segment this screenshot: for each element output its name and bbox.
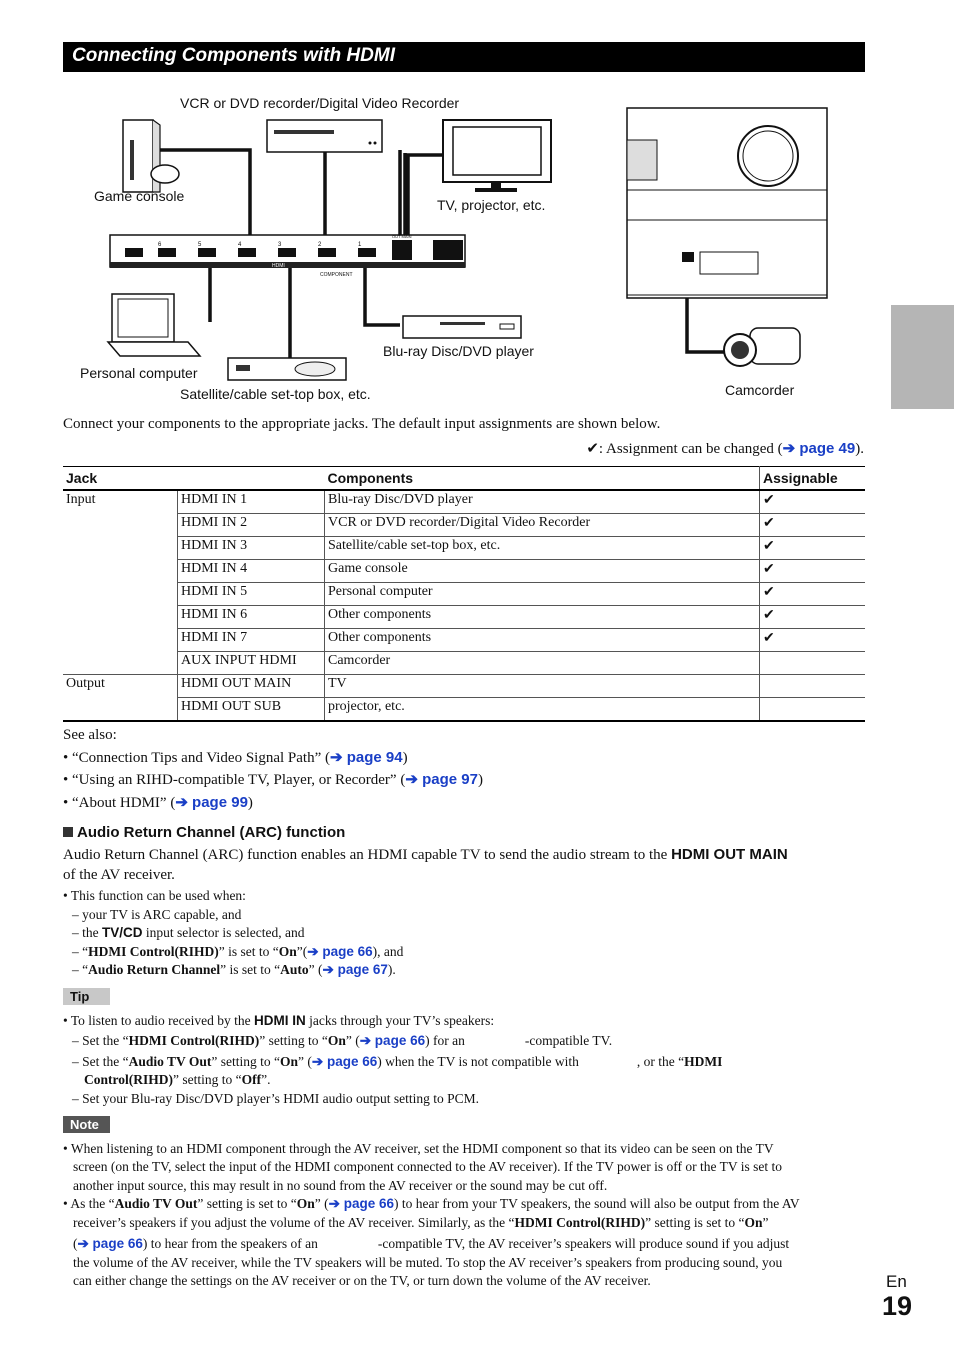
see-also-link[interactable]: ➔ page 94	[329, 749, 403, 766]
tip-b1b: HDMI IN	[253, 1013, 306, 1028]
tip-s1b: HDMI Control(RIHD)	[128, 1033, 260, 1048]
arc-para2: of the AV receiver.	[63, 867, 175, 883]
tip-s2f: ) when the TV is not compatible with	[377, 1054, 579, 1069]
cell-component: Personal computer	[325, 583, 760, 606]
cell-jack: HDMI IN 5	[178, 583, 325, 606]
arc-para1-bold: HDMI OUT MAIN	[671, 846, 788, 863]
game-console-icon	[123, 120, 179, 192]
cell-assignable	[760, 652, 866, 675]
see-also-end: )	[402, 750, 408, 766]
cell-jack: HDMI IN 3	[178, 537, 325, 560]
tip-s2g: , or the “	[636, 1054, 685, 1069]
arc-l3b: HDMI Control(RIHD)	[88, 944, 219, 959]
cell-group	[63, 606, 178, 629]
cell-jack: HDMI IN 6	[178, 606, 325, 629]
panel-port-label: 5	[198, 242, 202, 248]
cell-component: TV	[325, 675, 760, 698]
cable-bluray	[365, 268, 400, 325]
cell-assignable: ✔	[760, 537, 866, 560]
assign-link[interactable]: ➔ page 49	[782, 440, 856, 457]
label-vcr: VCR or DVD recorder/Digital Video Recorder	[180, 95, 460, 111]
see-also-item	[63, 748, 408, 767]
table-row	[63, 698, 865, 722]
panel-port-label: 3	[278, 242, 282, 248]
cell-group	[63, 698, 178, 722]
camcorder-icon	[724, 328, 800, 366]
note-line	[63, 1196, 800, 1212]
cell-assignable	[760, 675, 866, 698]
note-n2l2c: ” setting is set to “	[645, 1215, 745, 1230]
tip-label: Tip	[63, 988, 110, 1005]
tip-s2k: Off	[241, 1072, 262, 1087]
tip-line1	[72, 1033, 612, 1049]
table-row	[63, 606, 865, 629]
tip-s2l: ”.	[261, 1072, 271, 1087]
cell-assignable	[760, 698, 866, 722]
cell-group	[63, 583, 178, 606]
cell-group: Input	[63, 490, 178, 514]
arc-line4	[72, 962, 396, 978]
cell-component: Blu-ray Disc/DVD player	[325, 490, 760, 514]
tip-s2d: On	[280, 1054, 299, 1069]
arc-l4e: ” (	[308, 962, 323, 977]
tip-line2	[72, 1054, 722, 1070]
arc-l2b: TV/CD	[102, 925, 143, 940]
note-n2l3b: ) to hear from the speakers of an	[142, 1236, 318, 1251]
panel-component-text: COMPONENT	[320, 272, 353, 278]
header-assignable: Assignable	[760, 467, 866, 491]
tip-s1d: On	[327, 1033, 346, 1048]
cell-group	[63, 652, 178, 675]
arc-l3a: – “	[72, 944, 89, 959]
see-also-label: See also:	[63, 727, 117, 743]
assign-prefix: ✔: Assignment can be changed (	[586, 441, 783, 457]
cell-assignable: ✔	[760, 629, 866, 652]
cell-jack: HDMI IN 2	[178, 514, 325, 537]
arc-line1: – your TV is ARC capable, and	[72, 907, 242, 922]
receiver-front-panel	[627, 108, 827, 298]
cell-component: projector, etc.	[325, 698, 760, 722]
table-row	[63, 537, 865, 560]
cell-assignable: ✔	[760, 583, 866, 606]
arc-l4a: – “	[72, 962, 89, 977]
note-n2a: • As the “	[63, 1196, 115, 1211]
arc-l3-link[interactable]: ➔ page 66	[307, 944, 373, 959]
tip-s1-link[interactable]: ➔ page 66	[359, 1033, 426, 1048]
note-n2b: Audio TV Out	[114, 1196, 198, 1211]
arc-l3e: ”(	[296, 944, 308, 959]
tip-s1e: ” (	[345, 1033, 360, 1048]
cell-assignable: ✔	[760, 490, 866, 514]
note-n2l2d: On	[744, 1215, 763, 1230]
cell-component: Other components	[325, 606, 760, 629]
table-row	[63, 490, 865, 514]
tip-line2b	[84, 1072, 270, 1088]
note-line	[73, 1236, 789, 1252]
label-tv: TV, projector, etc.	[437, 197, 546, 213]
cell-jack: HDMI OUT SUB	[178, 698, 325, 722]
cell-jack: HDMI OUT MAIN	[178, 675, 325, 698]
tip-s1g: -compatible TV.	[524, 1033, 613, 1048]
cell-jack: AUX INPUT HDMI	[178, 652, 325, 675]
see-also-text: • “Using an RIHD-compatible TV, Player, or Recorder” (	[63, 772, 406, 788]
arc-para1-text: Audio Return Channel (ARC) function enables an HDMI capable TV to send the audio stream to the	[63, 847, 668, 863]
see-also-text: • “About HDMI” (	[63, 795, 176, 811]
tip-s1f: ) for an	[425, 1033, 465, 1048]
arc-line3	[72, 944, 403, 960]
table-row	[63, 583, 865, 606]
cell-group	[63, 629, 178, 652]
arc-l4-link[interactable]: ➔ page 67	[322, 962, 388, 977]
arc-l4b: Audio Return Channel	[88, 962, 221, 977]
vcr-icon	[267, 120, 382, 152]
cell-assignable: ✔	[760, 606, 866, 629]
note-n2l3c: -compatible TV, the AV receiver’s speakers will produce sound if you adjust	[377, 1236, 790, 1251]
note-n2l3-link[interactable]: ➔ page 66	[77, 1236, 143, 1251]
assignment-table	[63, 466, 865, 722]
arc-l2a: – the	[72, 925, 99, 940]
note-n2l3a: (	[73, 1236, 78, 1251]
tip-line3: – Set your Blu-ray Disc/DVD player’s HDMI audio output setting to PCM.	[72, 1091, 479, 1106]
note-line: can either change the settings on the AV receiver or on the TV, or turn down the volume of the AV receiver.	[73, 1273, 651, 1288]
tip-s2h: HDMI	[684, 1054, 723, 1069]
arc-l2c: input selector is selected, and	[145, 925, 305, 940]
note-line	[73, 1215, 769, 1231]
see-also-link[interactable]: ➔ page 99	[175, 794, 248, 811]
bluray-player-icon	[403, 316, 521, 338]
panel-port-label: 4	[238, 242, 242, 248]
page-title: Connecting Components with HDMI	[72, 45, 395, 66]
table-row	[63, 652, 865, 675]
cell-component: Camcorder	[325, 652, 760, 675]
satellite-box-icon	[228, 358, 346, 380]
panel-port-label: 2	[318, 242, 322, 248]
square-bullet-icon	[63, 827, 73, 837]
cell-jack: HDMI IN 1	[178, 490, 325, 514]
see-also-item	[63, 793, 253, 812]
table-row	[63, 560, 865, 583]
note-n2l2a: receiver’s speakers if you adjust the volume of the AV receiver. Similarly, as the “	[73, 1215, 515, 1230]
tip-s2a: – Set the “	[72, 1054, 129, 1069]
tip-s1c: ” setting to “	[259, 1033, 328, 1048]
hdmi-connection-diagram	[60, 90, 870, 410]
panel-hdmi-text: HDMI	[272, 263, 285, 269]
note-n2d: On	[296, 1196, 315, 1211]
cell-group	[63, 514, 178, 537]
panel-out-main-text: OUT MAIN	[392, 234, 412, 239]
tip-b1c: jacks through your TV’s speakers:	[309, 1013, 495, 1028]
header-jack: Jack	[63, 467, 325, 491]
cell-component: Satellite/cable set-top box, etc.	[325, 537, 760, 560]
note-n2l2e: ”	[762, 1215, 769, 1230]
tip-bullet	[63, 1013, 494, 1029]
see-also-text: • “Connection Tips and Video Signal Path” (	[63, 750, 330, 766]
tip-s1a: – Set the “	[72, 1033, 129, 1048]
tip-s2i: Control(RIHD)	[84, 1072, 173, 1087]
note-n2f: ) to hear from your TV speakers, the sound will also be output from the AV	[394, 1196, 800, 1211]
assign-note	[586, 439, 864, 458]
side-tab	[891, 305, 954, 409]
table-row	[63, 675, 865, 698]
table-row	[63, 629, 865, 652]
cell-assignable: ✔	[760, 560, 866, 583]
note-n2l2b: HDMI Control(RIHD)	[514, 1215, 646, 1230]
arc-l4d: Auto	[280, 962, 309, 977]
cell-group	[63, 560, 178, 583]
arc-heading-text: Audio Return Channel (ARC) function	[77, 824, 346, 841]
arc-l3f: ), and	[372, 944, 404, 959]
cell-component: Other components	[325, 629, 760, 652]
note-line: screen (on the TV, select the input of the HDMI component connected to the AV receiver). If the TV power is off or the TV is set to	[73, 1159, 782, 1174]
note-line: the volume of the AV receiver, while the TV speakers will be muted. To stop the AV receiver’s speakers from producing sound, you	[73, 1255, 783, 1270]
arc-l3d: On	[278, 944, 297, 959]
cell-component: VCR or DVD recorder/Digital Video Recorder	[325, 514, 760, 537]
cell-component: Game console	[325, 560, 760, 583]
tip-s2j: ” setting to “	[173, 1072, 242, 1087]
tip-s2c: ” setting to “	[211, 1054, 281, 1069]
cell-group: Output	[63, 675, 178, 698]
label-game-console: Game console	[94, 188, 185, 204]
arc-heading	[63, 824, 345, 841]
see-also-item	[63, 770, 483, 789]
tip-s2-link[interactable]: ➔ page 66	[311, 1054, 378, 1069]
cell-jack: HDMI IN 7	[178, 629, 325, 652]
tip-b1a: • To listen to audio received by the	[63, 1013, 251, 1028]
note-line: another input source, this may result in no sound from the AV receiver or the sound may be cut off.	[73, 1178, 608, 1193]
arc-l4f: ).	[387, 962, 396, 977]
header-components: Components	[325, 467, 760, 491]
receiver-rear-panel	[110, 235, 465, 268]
note-label: Note	[63, 1116, 110, 1133]
arc-l4c: ” is set to “	[220, 962, 281, 977]
page-language: En	[886, 1272, 907, 1291]
see-also-end: )	[477, 772, 483, 788]
assign-suffix: ).	[855, 441, 864, 457]
tv-icon	[443, 120, 551, 192]
arc-bullet: • This function can be used when:	[63, 888, 246, 903]
label-satellite: Satellite/cable set-top box, etc.	[180, 386, 371, 402]
note-line: • When listening to an HDMI component through the AV receiver, set the HDMI component so that its video can be seen on the TV	[63, 1141, 774, 1156]
cell-jack: HDMI IN 4	[178, 560, 325, 583]
tip-s2e: ” (	[298, 1054, 312, 1069]
cell-assignable: ✔	[760, 514, 866, 537]
panel-port-label: 6	[158, 242, 162, 248]
see-also-link[interactable]: ➔ page 97	[405, 771, 478, 788]
intro-text: Connect your components to the appropriate jacks. The default input assignments are shown below.	[63, 416, 661, 432]
note-n2c: ” setting is set to “	[197, 1196, 297, 1211]
panel-port-label: 1	[358, 242, 362, 248]
personal-computer-icon	[108, 294, 200, 356]
arc-l3c: ” is set to “	[218, 944, 279, 959]
arc-para1	[63, 846, 788, 864]
arc-line2	[72, 925, 304, 941]
see-also-end: )	[247, 795, 253, 811]
label-camcorder: Camcorder	[725, 382, 795, 398]
label-bluray: Blu-ray Disc/DVD player	[383, 343, 534, 359]
tip-s2b: Audio TV Out	[128, 1054, 212, 1069]
note-n2e: ” (	[314, 1196, 329, 1211]
section-title-bar	[63, 42, 865, 72]
table-row	[63, 514, 865, 537]
label-pc: Personal computer	[80, 365, 198, 381]
note-n2-link[interactable]: ➔ page 66	[328, 1196, 394, 1211]
page-number: 19	[882, 1291, 913, 1321]
cell-group	[63, 537, 178, 560]
